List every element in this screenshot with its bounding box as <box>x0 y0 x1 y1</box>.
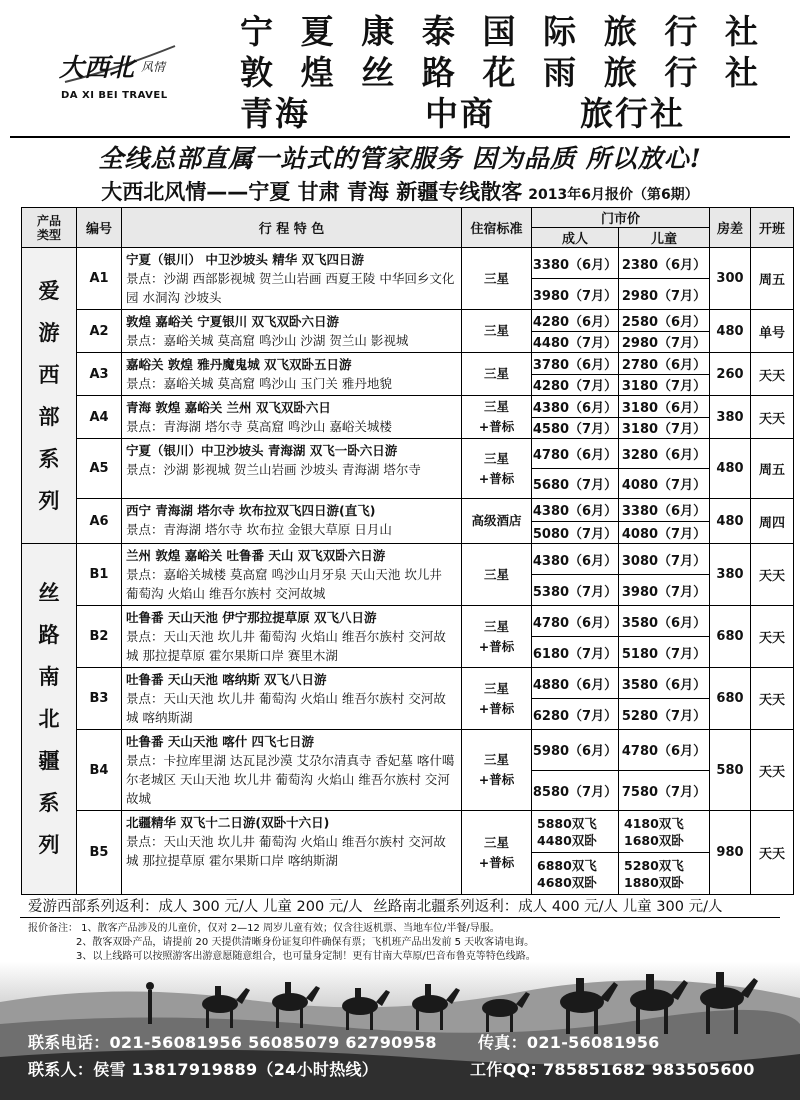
child-price-july: 5180（7月） <box>619 637 710 668</box>
note-line: 3、以上线路可以按照游客出游意愿随意组合，也可量身定制！更有甘南大草原/巴音布鲁克等特色线路。 <box>76 951 536 962</box>
tour-code: B2 <box>77 606 122 668</box>
single-supplement: 260 <box>710 353 751 396</box>
adult-price-june: 5980（6月） <box>532 730 619 771</box>
tour-stay <box>462 248 532 310</box>
logo-name: 大西北 <box>59 53 135 82</box>
agency-name-1 <box>240 6 760 51</box>
table-row <box>22 248 794 279</box>
table-row <box>22 439 794 469</box>
adult-price-july: 5680（7月） <box>532 469 619 499</box>
child-price-line: 4180双飞 <box>624 815 684 831</box>
tour-stay <box>462 668 532 730</box>
child-price-june: 4780（6月） <box>619 730 710 771</box>
header-child: 儿童 <box>619 228 710 248</box>
adult-price-july: 3980（7月） <box>532 279 619 310</box>
header-stay: 住宿标准 <box>462 208 532 248</box>
stay-standard: 三星 <box>483 399 509 414</box>
child-price-july: 3180（7月） <box>619 417 710 439</box>
agency-2-char: 雨 <box>543 53 579 92</box>
tour-sights: 景点：沙湖 西部影视城 贺兰山岩画 西夏王陵 中华回乡文化园 水洞沟 沙坡头 <box>126 271 455 305</box>
header-single: 房差 <box>710 208 751 248</box>
adult-price-june: 3780（6月） <box>532 353 619 375</box>
agency-2-char: 煌 <box>300 53 336 92</box>
series-char: 爱 <box>38 278 60 303</box>
price-table <box>21 207 794 895</box>
series-char: 列 <box>38 488 60 513</box>
tour-sights: 景点：天山天池 坎儿井 葡萄沟 火焰山 维吾尔族村 交河故城 那拉提草原 霍尔果斯口岸 喀纳斯湖 <box>126 834 446 868</box>
stay-standard: 三星 <box>483 618 509 634</box>
stay-extra: +普标 <box>478 638 515 654</box>
subtitle <box>0 176 800 206</box>
tour-title: 西宁 青海湖 塔尔寺 坎布拉双飞四日游(直飞) <box>126 503 376 518</box>
departure-days: 天天 <box>751 544 794 606</box>
tour-title: 吐鲁番 天山天池 喀什 四飞七日游 <box>126 734 315 749</box>
tour-itinerary <box>122 499 462 544</box>
series-silk <box>22 544 77 895</box>
agency-2-char: 敦 <box>240 53 275 92</box>
departure-days: 天天 <box>751 730 794 811</box>
tour-title: 吐鲁番 天山天池 伊宁那拉提草原 双飞八日游 <box>126 610 377 625</box>
header-type-label: 产品类型 <box>36 213 61 242</box>
tour-code: A5 <box>77 439 122 499</box>
tour-code: B3 <box>77 668 122 730</box>
agency-1-char: 宁 <box>240 12 275 51</box>
departure-days: 周四 <box>751 499 794 544</box>
table-row <box>22 606 794 637</box>
single-supplement: 380 <box>710 544 751 606</box>
tour-itinerary <box>122 668 462 730</box>
adult-price-july: 4280（7月） <box>532 374 619 396</box>
header-depart: 开班 <box>751 208 794 248</box>
tour-title: 嘉峪关 敦煌 雅丹魔鬼城 双飞双卧五日游 <box>126 357 352 372</box>
header-divider <box>10 136 790 138</box>
note-line: 2、散客双卧产品，请提前 20 天提供清晰身份证复印件确保有票；飞机班产品出发前 5 天收客请电询。 <box>76 937 535 948</box>
series-char: 丝 <box>38 581 60 605</box>
table-row <box>22 811 794 853</box>
series-char: 北 <box>38 707 60 731</box>
departure-days: 周五 <box>751 248 794 310</box>
stay-extra: +普标 <box>478 854 515 870</box>
table-row <box>22 396 794 418</box>
series-char: 疆 <box>38 749 60 773</box>
tour-sights: 景点：卡拉库里湖 达瓦昆沙漠 艾尕尔清真寺 香妃墓 喀什噶尔老城区 天山天池 坎儿井 葡萄沟 火焰山 维吾尔族村 交河故城 <box>126 753 455 806</box>
tour-title: 宁夏（银川） 中卫沙坡头 精华 双飞四日游 <box>126 252 365 267</box>
tour-sights: 景点：沙湖 影视城 贺兰山岩画 沙坡头 青海湖 塔尔寺 <box>126 462 421 477</box>
rebate-west: 爱游西部系列返利：成人 300 元/人 儿童 200 元/人 <box>28 899 363 915</box>
child-price-july: 3180（7月） <box>619 374 710 396</box>
tour-title: 北疆精华 双飞十二日游(双卧十六日) <box>126 815 330 830</box>
stay-extra: +普标 <box>478 700 515 716</box>
agency3-part-2: 中商 <box>425 94 495 133</box>
tour-stay <box>462 353 532 396</box>
tour-itinerary <box>122 310 462 353</box>
subtitle-main: 大西北风情——宁夏 甘肃 青海 新疆专线散客 <box>101 180 523 204</box>
contact-person: 联系人：侯雪 13817919889（24小时热线） <box>28 1060 379 1079</box>
tour-sights: 景点：嘉峪关城 莫高窟 鸣沙山 玉门关 雅丹地貌 <box>126 376 392 391</box>
agency3-part-3: 旅行社 <box>580 94 685 133</box>
tour-stay <box>462 811 532 895</box>
contact-qq: 工作QQ: 785851682 983505600 <box>470 1060 755 1079</box>
stay-extra: +普标 <box>478 470 515 486</box>
notes <box>28 922 536 964</box>
child-price-line: 5280双飞 <box>624 857 684 873</box>
agency-2-char: 行 <box>664 53 700 92</box>
tour-title: 敦煌 嘉峪关 宁夏银川 双飞双卧六日游 <box>126 314 340 329</box>
rebate-line <box>28 895 728 916</box>
agency-1-char: 泰 <box>421 12 457 51</box>
departure-days: 天天 <box>751 811 794 895</box>
tour-code: A3 <box>77 353 122 396</box>
adult-price-june: 4280（6月） <box>532 310 619 332</box>
series-char: 列 <box>38 833 60 857</box>
single-supplement: 300 <box>710 248 751 310</box>
adult-price-july: 5380（7月） <box>532 575 619 606</box>
stay-standard: 三星 <box>483 323 509 338</box>
tour-stay <box>462 310 532 353</box>
adult-price-line: 4480双卧 <box>537 832 597 848</box>
child-price-june: 3080（7月） <box>619 544 710 575</box>
tour-code: A6 <box>77 499 122 544</box>
slogan: 全线总部直属一站式的管家服务 因为品质 所以放心! <box>98 144 702 173</box>
child-price-june: 3180（6月） <box>619 396 710 418</box>
agency-1-char: 夏 <box>300 12 336 51</box>
table-row <box>22 668 794 699</box>
agency-2-char: 社 <box>725 53 760 92</box>
stay-standard: 三星 <box>483 270 509 286</box>
tour-stay <box>462 606 532 668</box>
child-price-june: 2780（6月） <box>619 353 710 375</box>
contact-phone: 联系电话：021-56081956 56085079 62790958 <box>28 1033 437 1052</box>
adult-price-line: 6880双飞 <box>537 857 597 873</box>
stay-standard: 三星 <box>483 680 509 696</box>
tour-sights: 景点：天山天池 坎儿井 葡萄沟 火焰山 维吾尔族村 交河故城 那拉提草原 霍尔果斯口岸 赛里木湖 <box>126 629 446 663</box>
series-char: 游 <box>38 320 60 345</box>
series-char: 部 <box>38 404 60 429</box>
adult-price-june: 4380（6月） <box>532 544 619 575</box>
adult-price-june: 3380（6月） <box>532 248 619 279</box>
agency-1-char: 旅 <box>603 12 639 51</box>
table-row <box>22 730 794 771</box>
adult-price-july: 6180（7月） <box>532 637 619 668</box>
child-price <box>619 811 710 853</box>
tour-sights: 景点：青海湖 塔尔寺 莫高窟 鸣沙山 嘉峪关城楼 <box>126 419 392 434</box>
tour-code: A4 <box>77 396 122 439</box>
agency-1-char: 社 <box>725 12 760 51</box>
agency-2-char: 丝 <box>361 53 397 92</box>
tour-sights: 景点：天山天池 坎儿井 葡萄沟 火焰山 维吾尔族村 交河故城 喀纳斯湖 <box>126 691 446 725</box>
stay-standard: 三星 <box>483 752 509 767</box>
child-price-june: 2580（6月） <box>619 310 710 332</box>
departure-days: 天天 <box>751 396 794 439</box>
adult-price-june: 4380（6月） <box>532 396 619 418</box>
rebate-divider <box>20 917 780 918</box>
single-supplement: 580 <box>710 730 751 811</box>
departure-days: 天天 <box>751 606 794 668</box>
tour-itinerary <box>122 606 462 668</box>
adult-price-line: 4680双卧 <box>537 874 597 890</box>
child-price-july: 3980（7月） <box>619 575 710 606</box>
departure-days: 天天 <box>751 353 794 396</box>
adult-price <box>532 811 619 853</box>
agency-2-char: 路 <box>421 53 457 92</box>
tour-stay <box>462 730 532 811</box>
child-price-july: 4080（7月） <box>619 469 710 499</box>
adult-price-june: 4780（6月） <box>532 439 619 469</box>
table-row <box>22 544 794 575</box>
stay-standard: 三星 <box>483 566 509 582</box>
tour-code: B4 <box>77 730 122 811</box>
agency3-part-1: 青海 <box>240 94 310 133</box>
adult-price-june: 4380（6月） <box>532 499 619 522</box>
header-price: 门市价 <box>532 208 710 228</box>
child-price-june: 2380（6月） <box>619 248 710 279</box>
child-price-june: 3580（6月） <box>619 668 710 699</box>
note-line: 报价备注： 1、散客产品涉及的儿童价，仅对 2—12 周岁儿童有效；仅含往返机票、当地车位/半餐/导服。 <box>28 923 500 934</box>
tour-title: 吐鲁番 天山天池 喀纳斯 双飞八日游 <box>126 672 327 687</box>
departure-days: 天天 <box>751 668 794 730</box>
agency-1-char: 康 <box>361 12 397 51</box>
walker-figure-icon <box>148 990 152 1024</box>
tour-itinerary <box>122 439 462 499</box>
child-price-july: 7580（7月） <box>619 770 710 811</box>
logo-suffix: 风情 <box>141 60 166 74</box>
subtitle-date: 2013年6月报价（第6期） <box>528 187 699 203</box>
series-char: 系 <box>38 446 60 471</box>
adult-price-line: 5880双飞 <box>537 815 597 831</box>
tour-sights: 景点：青海湖 塔尔寺 坎布拉 金银大草原 日月山 <box>126 522 392 537</box>
tour-code: B5 <box>77 811 122 895</box>
single-supplement: 380 <box>710 396 751 439</box>
header-code: 编号 <box>77 208 122 248</box>
tour-itinerary <box>122 396 462 439</box>
tour-sights: 景点：嘉峪关城 莫高窟 鸣沙山 沙湖 贺兰山 影视城 <box>126 333 409 348</box>
adult-price-june: 4780（6月） <box>532 606 619 637</box>
tour-code: A2 <box>77 310 122 353</box>
single-supplement: 480 <box>710 310 751 353</box>
series-char: 南 <box>38 665 60 689</box>
agency-1-char: 际 <box>543 12 579 51</box>
header-type <box>22 208 77 248</box>
child-price-line: 1680双卧 <box>624 832 684 848</box>
agency-1-char: 国 <box>482 12 518 51</box>
child-price-june: 3580（6月） <box>619 606 710 637</box>
stay-standard: 高级酒店 <box>471 513 522 528</box>
series-char: 西 <box>38 362 60 387</box>
table-row <box>22 310 794 332</box>
logo-tagline: DA XI BEI TRAVEL <box>61 90 168 101</box>
tour-itinerary <box>122 811 462 895</box>
single-supplement: 480 <box>710 439 751 499</box>
rebate-silk: 丝路南北疆系列返利：成人 400 元/人 儿童 300 元/人 <box>373 899 723 915</box>
adult-price-july: 4480（7月） <box>532 331 619 353</box>
stay-extra: +普标 <box>478 772 515 787</box>
single-supplement: 480 <box>710 499 751 544</box>
departure-days: 单号 <box>751 310 794 353</box>
header-itinerary: 行 程 特 色 <box>122 208 462 248</box>
table-row <box>22 353 794 375</box>
departure-days: 周五 <box>751 439 794 499</box>
child-price <box>619 853 710 895</box>
tour-title: 宁夏（银川）中卫沙坡头 青海湖 双飞一卧六日游 <box>126 443 398 458</box>
series-west <box>22 248 77 544</box>
single-supplement: 980 <box>710 811 751 895</box>
child-price-july: 2980（7月） <box>619 279 710 310</box>
child-price-july: 5280（7月） <box>619 699 710 730</box>
contact-fax: 传真：021-56081956 <box>478 1033 660 1052</box>
child-price-july: 2980（7月） <box>619 331 710 353</box>
tour-itinerary <box>122 248 462 310</box>
single-supplement: 680 <box>710 668 751 730</box>
tour-stay <box>462 544 532 606</box>
agency-2-char: 旅 <box>603 53 639 92</box>
stay-standard: 三星 <box>483 450 509 466</box>
header-adult: 成人 <box>532 228 619 248</box>
child-price-june: 3280（6月） <box>619 439 710 469</box>
logo <box>55 40 185 120</box>
tour-title: 青海 敦煌 嘉峪关 兰州 双飞双卧六日 <box>126 400 331 415</box>
agency-1-char: 行 <box>664 12 700 51</box>
tour-code: B1 <box>77 544 122 606</box>
stay-extra: +普标 <box>478 419 515 434</box>
series-char: 系 <box>38 791 60 815</box>
price-table-body <box>22 248 794 895</box>
stay-standard: 三星 <box>483 366 509 381</box>
adult-price-july: 8580（7月） <box>532 770 619 811</box>
agency-2-char: 花 <box>482 53 518 92</box>
single-supplement: 680 <box>710 606 751 668</box>
tour-itinerary <box>122 730 462 811</box>
stay-standard: 三星 <box>483 834 509 850</box>
child-price-june: 3380（6月） <box>619 499 710 522</box>
tour-stay <box>462 499 532 544</box>
tour-stay <box>462 439 532 499</box>
adult-price-july: 5080（7月） <box>532 521 619 544</box>
tour-title: 兰州 敦煌 嘉峪关 吐鲁番 天山 双飞双卧六日游 <box>126 548 386 563</box>
agency-name-3 <box>240 88 760 133</box>
tour-code: A1 <box>77 248 122 310</box>
adult-price-june: 4880（6月） <box>532 668 619 699</box>
child-price-line: 1880双卧 <box>624 874 684 890</box>
tour-stay <box>462 396 532 439</box>
tour-itinerary <box>122 544 462 606</box>
tour-sights: 景点：嘉峪关城楼 莫高窟 鸣沙山月牙泉 天山天池 坎儿井 葡萄沟 火焰山 维吾尔族村 交河故城 <box>126 567 442 601</box>
table-row <box>22 499 794 522</box>
child-price-july: 4080（7月） <box>619 521 710 544</box>
series-char: 路 <box>38 623 60 647</box>
tour-itinerary <box>122 353 462 396</box>
adult-price-july: 4580（7月） <box>532 417 619 439</box>
agency-name-2 <box>240 47 760 92</box>
adult-price <box>532 853 619 895</box>
adult-price-july: 6280（7月） <box>532 699 619 730</box>
